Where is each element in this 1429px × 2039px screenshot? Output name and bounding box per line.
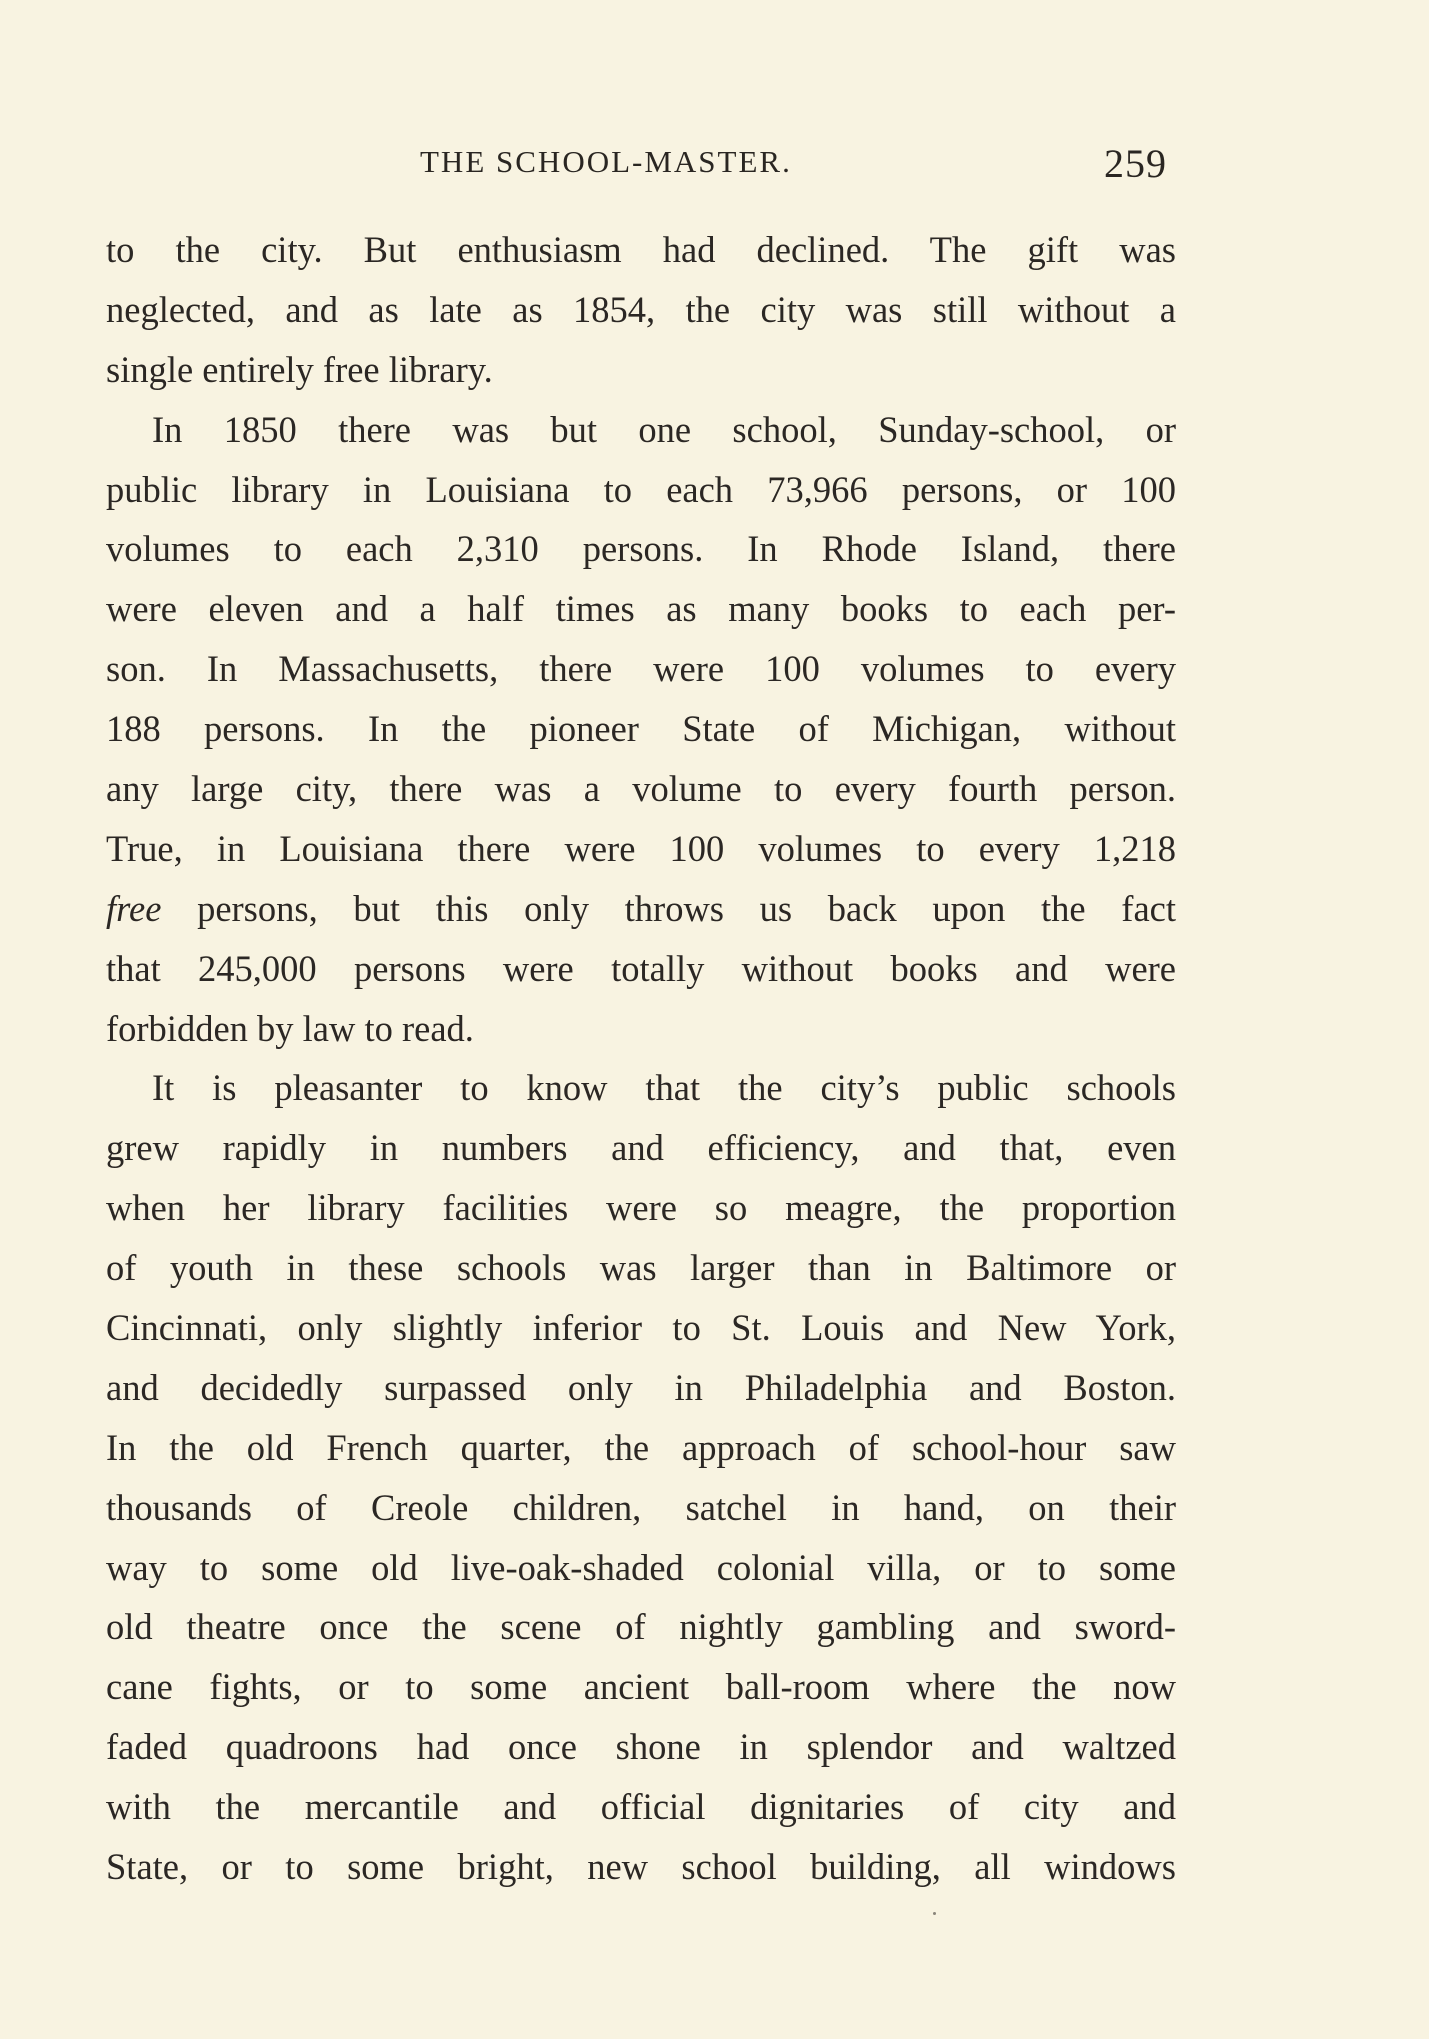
italic-word: free (106, 887, 162, 929)
text-line: forbidden by law to read. (106, 1007, 474, 1049)
text-line: and decidedly surpassed only in Philadelphia and Boston. (106, 1366, 1176, 1408)
text-line: 188 persons. In the pioneer State of Michigan, without (106, 708, 1176, 750)
text-line: son. In Massachusetts, there were 100 volumes to every (106, 648, 1176, 690)
text-line: In the old French quarter, the approach of school-hour saw (106, 1426, 1176, 1468)
text-line: cane fights, or to some ancient ball-room where the now (106, 1666, 1176, 1708)
text-line: old theatre once the scene of nightly gambling and sword- (106, 1606, 1176, 1648)
text-line: State, or to some bright, new school building, all windows (106, 1846, 1176, 1888)
text-line: single entirely free library. (106, 348, 493, 390)
text-line: with the mercantile and official dignitaries of city and (106, 1786, 1176, 1828)
paper-speck (933, 1912, 936, 1915)
text-line: when her library facilities were so meagre, the proportion (106, 1187, 1176, 1229)
text-line: Cincinnati, only slightly inferior to St. Louis and New York, (106, 1307, 1176, 1349)
text-line: way to some old live-oak-shaded colonial villa, or to some (106, 1546, 1176, 1588)
body-text (106, 220, 1176, 1897)
text-line: any large city, there was a volume to every fourth person. (106, 768, 1176, 810)
page-number: 259 (1104, 141, 1167, 186)
text-line: public library in Louisiana to each 73,966 persons, or 100 (106, 468, 1176, 510)
text-line: volumes to each 2,310 persons. In Rhode Island, there (106, 528, 1176, 570)
text-line: faded quadroons had once shone in splendor and waltzed (106, 1726, 1176, 1768)
text-line: were eleven and a half times as many books to each per- (106, 588, 1176, 630)
text-line: to the city. But enthusiasm had declined. The gift was (106, 229, 1176, 270)
text-line: In 1850 there was but one school, Sunday-school, or (152, 408, 1176, 450)
running-title: THE SCHOOL-MASTER. (420, 144, 792, 179)
text-line: of youth in these schools was larger than in Baltimore or (106, 1247, 1176, 1289)
text-line: neglected, and as late as 1854, the city was still without a (106, 288, 1176, 330)
text-line-rest: persons, but this only throws us back upon the fact (161, 887, 1176, 929)
text-line: that 245,000 persons were totally without books and were (106, 947, 1176, 989)
running-head (0, 140, 1429, 190)
text-line: It is pleasanter to know that the city’s public schools (152, 1067, 1176, 1109)
text-line: grew rapidly in numbers and efficiency, and that, even (106, 1127, 1176, 1169)
text-line (106, 879, 1176, 939)
text-line: thousands of Creole children, satchel in hand, on their (106, 1486, 1176, 1528)
text-line: True, in Louisiana there were 100 volumes to every 1,218 (106, 827, 1176, 869)
